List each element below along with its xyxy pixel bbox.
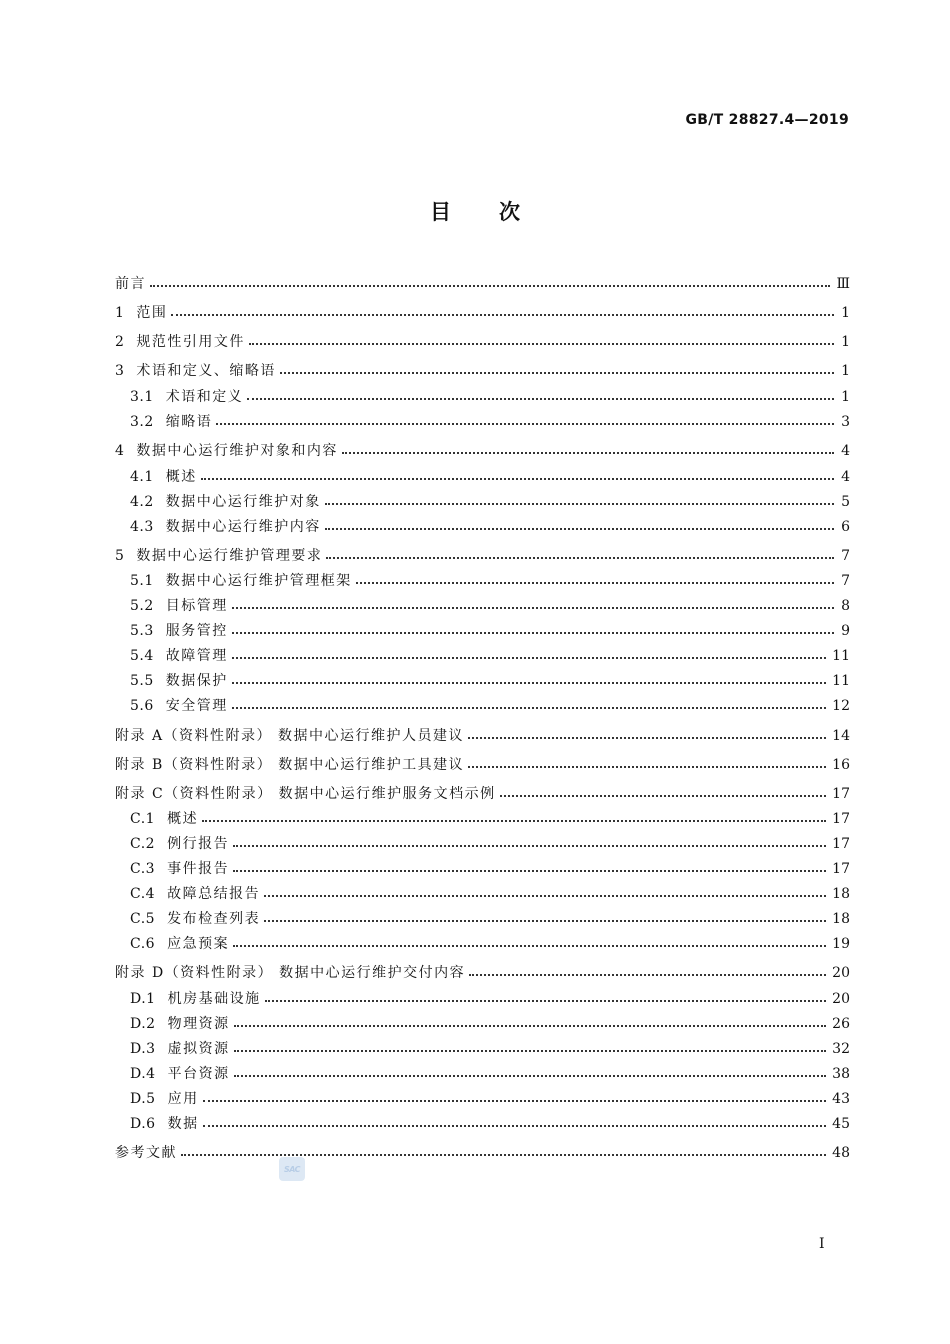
toc-entry[interactable] [130, 411, 850, 433]
toc-entry-page: 32 [832, 1041, 850, 1057]
toc-entry-page: 14 [832, 728, 850, 744]
toc-dot-leader [264, 920, 826, 922]
toc-entry-page: 20 [832, 991, 850, 1007]
toc-entry[interactable] [130, 908, 850, 930]
toc-entry-number: C.5 [130, 911, 156, 927]
toc-entry-page: 1 [841, 389, 850, 405]
toc-entry[interactable] [130, 695, 850, 717]
toc-entry-number: C.2 [130, 836, 156, 852]
toc-entry-number: D.1 [130, 991, 156, 1007]
toc-entry-number: 5.6 [130, 698, 154, 714]
toc-entry-page: 1 [841, 334, 850, 350]
toc-entry-number: 4 [115, 443, 125, 459]
toc-entry-title: 机房基础设施 [167, 991, 261, 1007]
toc-entry-number: 4.2 [130, 494, 154, 510]
toc-entry[interactable] [130, 1063, 850, 1085]
standard-code: GB/T 28827.4—2019 [685, 112, 849, 128]
toc-entry-page: 4 [841, 443, 850, 459]
toc-dot-leader [216, 423, 834, 425]
toc-entry-title: 数据中心运行维护管理要求 [136, 548, 323, 564]
toc-dot-leader [203, 1100, 827, 1102]
toc-entry-page: 5 [841, 494, 850, 510]
toc-dot-leader [468, 766, 826, 768]
toc-entry-title: 附录 D（资料性附录） 数据中心运行维护交付内容 [115, 965, 466, 981]
toc-entry[interactable] [115, 360, 850, 382]
toc-entry[interactable] [130, 1038, 850, 1060]
toc-entry-number: D.4 [130, 1066, 156, 1082]
toc-dot-leader [171, 314, 834, 316]
toc-entry-page: 17 [832, 836, 850, 852]
toc-dot-leader [202, 820, 826, 822]
page-title: 目次 [430, 200, 568, 224]
toc-entry[interactable] [130, 988, 850, 1010]
toc-entry-page: 1 [841, 305, 850, 321]
toc-entry-number: 4.1 [130, 469, 154, 485]
toc-entry[interactable] [130, 645, 850, 667]
toc-entry-page: 19 [832, 936, 850, 952]
toc-entry-number: D.6 [130, 1116, 156, 1132]
toc-entry-page: 20 [832, 965, 850, 981]
toc-entry[interactable] [130, 1113, 850, 1135]
toc-entry-page: 7 [841, 548, 850, 564]
toc-entry-number: D.5 [130, 1091, 156, 1107]
toc-entry-page: 17 [832, 811, 850, 827]
toc-dot-leader [234, 1075, 827, 1077]
toc-entry-number: 5.5 [130, 673, 154, 689]
toc-entry-page: 18 [832, 911, 850, 927]
toc-entry-page: 8 [841, 598, 850, 614]
toc-entry-page: 18 [832, 886, 850, 902]
toc-dot-leader [264, 895, 826, 897]
toc-entry-number: 3.1 [130, 389, 154, 405]
toc-entry-title: 数据保护 [165, 673, 228, 689]
toc-entry-number: C.3 [130, 861, 156, 877]
toc-entry-number: 2 [115, 334, 125, 350]
toc-entry[interactable] [115, 754, 850, 776]
toc-entry-title: 目标管理 [165, 598, 228, 614]
toc-entry-page: 11 [832, 648, 850, 664]
toc-entry-title: 附录 A（资料性附录） 数据中心运行维护人员建议 [115, 728, 465, 744]
toc-dot-leader [232, 632, 834, 634]
toc-dot-leader [265, 1000, 827, 1002]
toc-entry-title: 安全管理 [165, 698, 228, 714]
toc-dot-leader [181, 1154, 826, 1156]
toc-entry-title: 概述 [167, 811, 199, 827]
toc-entry[interactable] [130, 466, 850, 488]
toc-entry-title: 虚拟资源 [167, 1041, 230, 1057]
toc-entry-page: Ⅲ [836, 276, 850, 292]
toc-entry[interactable] [130, 570, 850, 592]
toc-entry-page: 48 [832, 1145, 850, 1161]
toc-entry[interactable] [115, 302, 850, 324]
toc-entry[interactable] [130, 516, 850, 538]
toc-dot-leader [342, 452, 834, 454]
toc-entry-page: 11 [832, 673, 850, 689]
toc-entry[interactable] [130, 595, 850, 617]
toc-entry-page: 43 [832, 1091, 850, 1107]
toc-dot-leader [232, 707, 826, 709]
toc-dot-leader [469, 974, 826, 976]
toc-entry-number: 3.2 [130, 414, 154, 430]
toc-dot-leader [233, 845, 826, 847]
toc-entry-number: 1 [115, 305, 125, 321]
toc-dot-leader [356, 582, 834, 584]
toc-entry-title: 术语和定义 [165, 389, 244, 405]
toc-entry-title: 范围 [136, 305, 168, 321]
sac-watermark-logo: SAC [279, 1157, 305, 1181]
toc-dot-leader [247, 398, 834, 400]
toc-entry[interactable] [115, 331, 850, 353]
toc-entry-page: 6 [841, 519, 850, 535]
toc-entry[interactable] [130, 670, 850, 692]
toc-dot-leader [234, 1050, 827, 1052]
toc-dot-leader [232, 682, 826, 684]
toc-entry[interactable] [115, 783, 850, 805]
toc-entry[interactable] [130, 386, 850, 408]
toc-entry-number: C.6 [130, 936, 156, 952]
toc-entry-number: 5.4 [130, 648, 154, 664]
toc-entry-page: 7 [841, 573, 850, 589]
toc-dot-leader [500, 795, 827, 797]
toc-dot-leader [249, 343, 834, 345]
page-number: Ⅰ [819, 1236, 825, 1252]
toc-dot-leader [233, 870, 826, 872]
toc-entry-page: 4 [841, 469, 850, 485]
toc-entry[interactable] [130, 858, 850, 880]
toc-entry-page: 12 [832, 698, 850, 714]
toc-entry-number: 5.2 [130, 598, 154, 614]
toc-dot-leader [326, 557, 834, 559]
toc-entry[interactable] [115, 962, 850, 984]
toc-entry[interactable] [115, 545, 850, 567]
toc-entry[interactable] [130, 1088, 850, 1110]
toc-entry-page: 9 [841, 623, 850, 639]
toc-entry-title: 前言 [115, 276, 146, 292]
toc-dot-leader [201, 478, 834, 480]
toc-entry[interactable] [115, 273, 850, 295]
toc-entry-title: 数据中心运行维护管理框架 [165, 573, 352, 589]
toc-entry[interactable] [115, 725, 850, 747]
toc-entry-title: 数据中心运行维护内容 [165, 519, 321, 535]
toc-entry-title: 缩略语 [165, 414, 213, 430]
toc-entry-title: 故障总结报告 [167, 886, 261, 902]
toc-entry-number: 5.3 [130, 623, 154, 639]
toc-entry-page: 17 [832, 861, 850, 877]
toc-entry[interactable] [130, 491, 850, 513]
toc-entry-number: D.3 [130, 1041, 156, 1057]
toc-entry[interactable] [130, 933, 850, 955]
toc-entry-title: 附录 B（资料性附录） 数据中心运行维护工具建议 [115, 757, 465, 773]
toc-entry-title: 发布检查列表 [167, 911, 261, 927]
toc-entry[interactable] [115, 440, 850, 462]
toc-entry-title: 术语和定义、缩略语 [136, 363, 276, 379]
toc-entry-title: 服务管控 [165, 623, 228, 639]
toc-entry-number: D.2 [130, 1016, 156, 1032]
toc-entry-title: 例行报告 [167, 836, 230, 852]
toc-entry-number: 4.3 [130, 519, 154, 535]
toc-entry-title: 事件报告 [167, 861, 230, 877]
toc-entry-title: 概述 [165, 469, 197, 485]
toc-dot-leader [325, 503, 834, 505]
toc-entry[interactable] [130, 833, 850, 855]
toc-dot-leader [232, 657, 826, 659]
toc-entry-number: 5 [115, 548, 125, 564]
toc-entry-title: 数据 [167, 1116, 199, 1132]
toc-entry-page: 26 [832, 1016, 850, 1032]
toc-dot-leader [232, 607, 834, 609]
toc-entry-title: 参考文献 [115, 1145, 177, 1161]
toc-entry-number: C.4 [130, 886, 156, 902]
toc-dot-leader [468, 737, 826, 739]
toc-entry-page: 3 [841, 414, 850, 430]
toc-entry[interactable] [130, 808, 850, 830]
toc-entry-page: 45 [832, 1116, 850, 1132]
toc-entry[interactable] [130, 620, 850, 642]
toc-entry[interactable] [130, 1013, 850, 1035]
toc-entry-number: C.1 [130, 811, 156, 827]
toc-dot-leader [234, 1025, 827, 1027]
toc-entry[interactable] [130, 883, 850, 905]
toc-entry[interactable] [115, 1142, 850, 1164]
toc-dot-leader [233, 945, 826, 947]
toc-dot-leader [150, 285, 830, 287]
toc-dot-leader [325, 528, 834, 530]
toc-entry-title: 数据中心运行维护对象和内容 [136, 443, 338, 459]
toc-dot-leader [203, 1125, 827, 1127]
toc-dot-leader [280, 372, 834, 374]
toc-entry-page: 38 [832, 1066, 850, 1082]
toc-entry-title: 应急预案 [167, 936, 230, 952]
toc-entry-number: 3 [115, 363, 125, 379]
toc-entry-page: 17 [832, 786, 850, 802]
toc-entry-page: 1 [841, 363, 850, 379]
toc-entry-title: 附录 C（资料性附录） 数据中心运行维护服务文档示例 [115, 786, 496, 802]
toc-entry-title: 物理资源 [167, 1016, 230, 1032]
toc-entry-title: 应用 [167, 1091, 199, 1107]
toc-entry-number: 5.1 [130, 573, 154, 589]
toc-entry-title: 规范性引用文件 [136, 334, 245, 350]
toc-entry-page: 16 [832, 757, 850, 773]
toc-entry-title: 故障管理 [165, 648, 228, 664]
toc-entry-title: 平台资源 [167, 1066, 230, 1082]
toc-entry-title: 数据中心运行维护对象 [165, 494, 321, 510]
